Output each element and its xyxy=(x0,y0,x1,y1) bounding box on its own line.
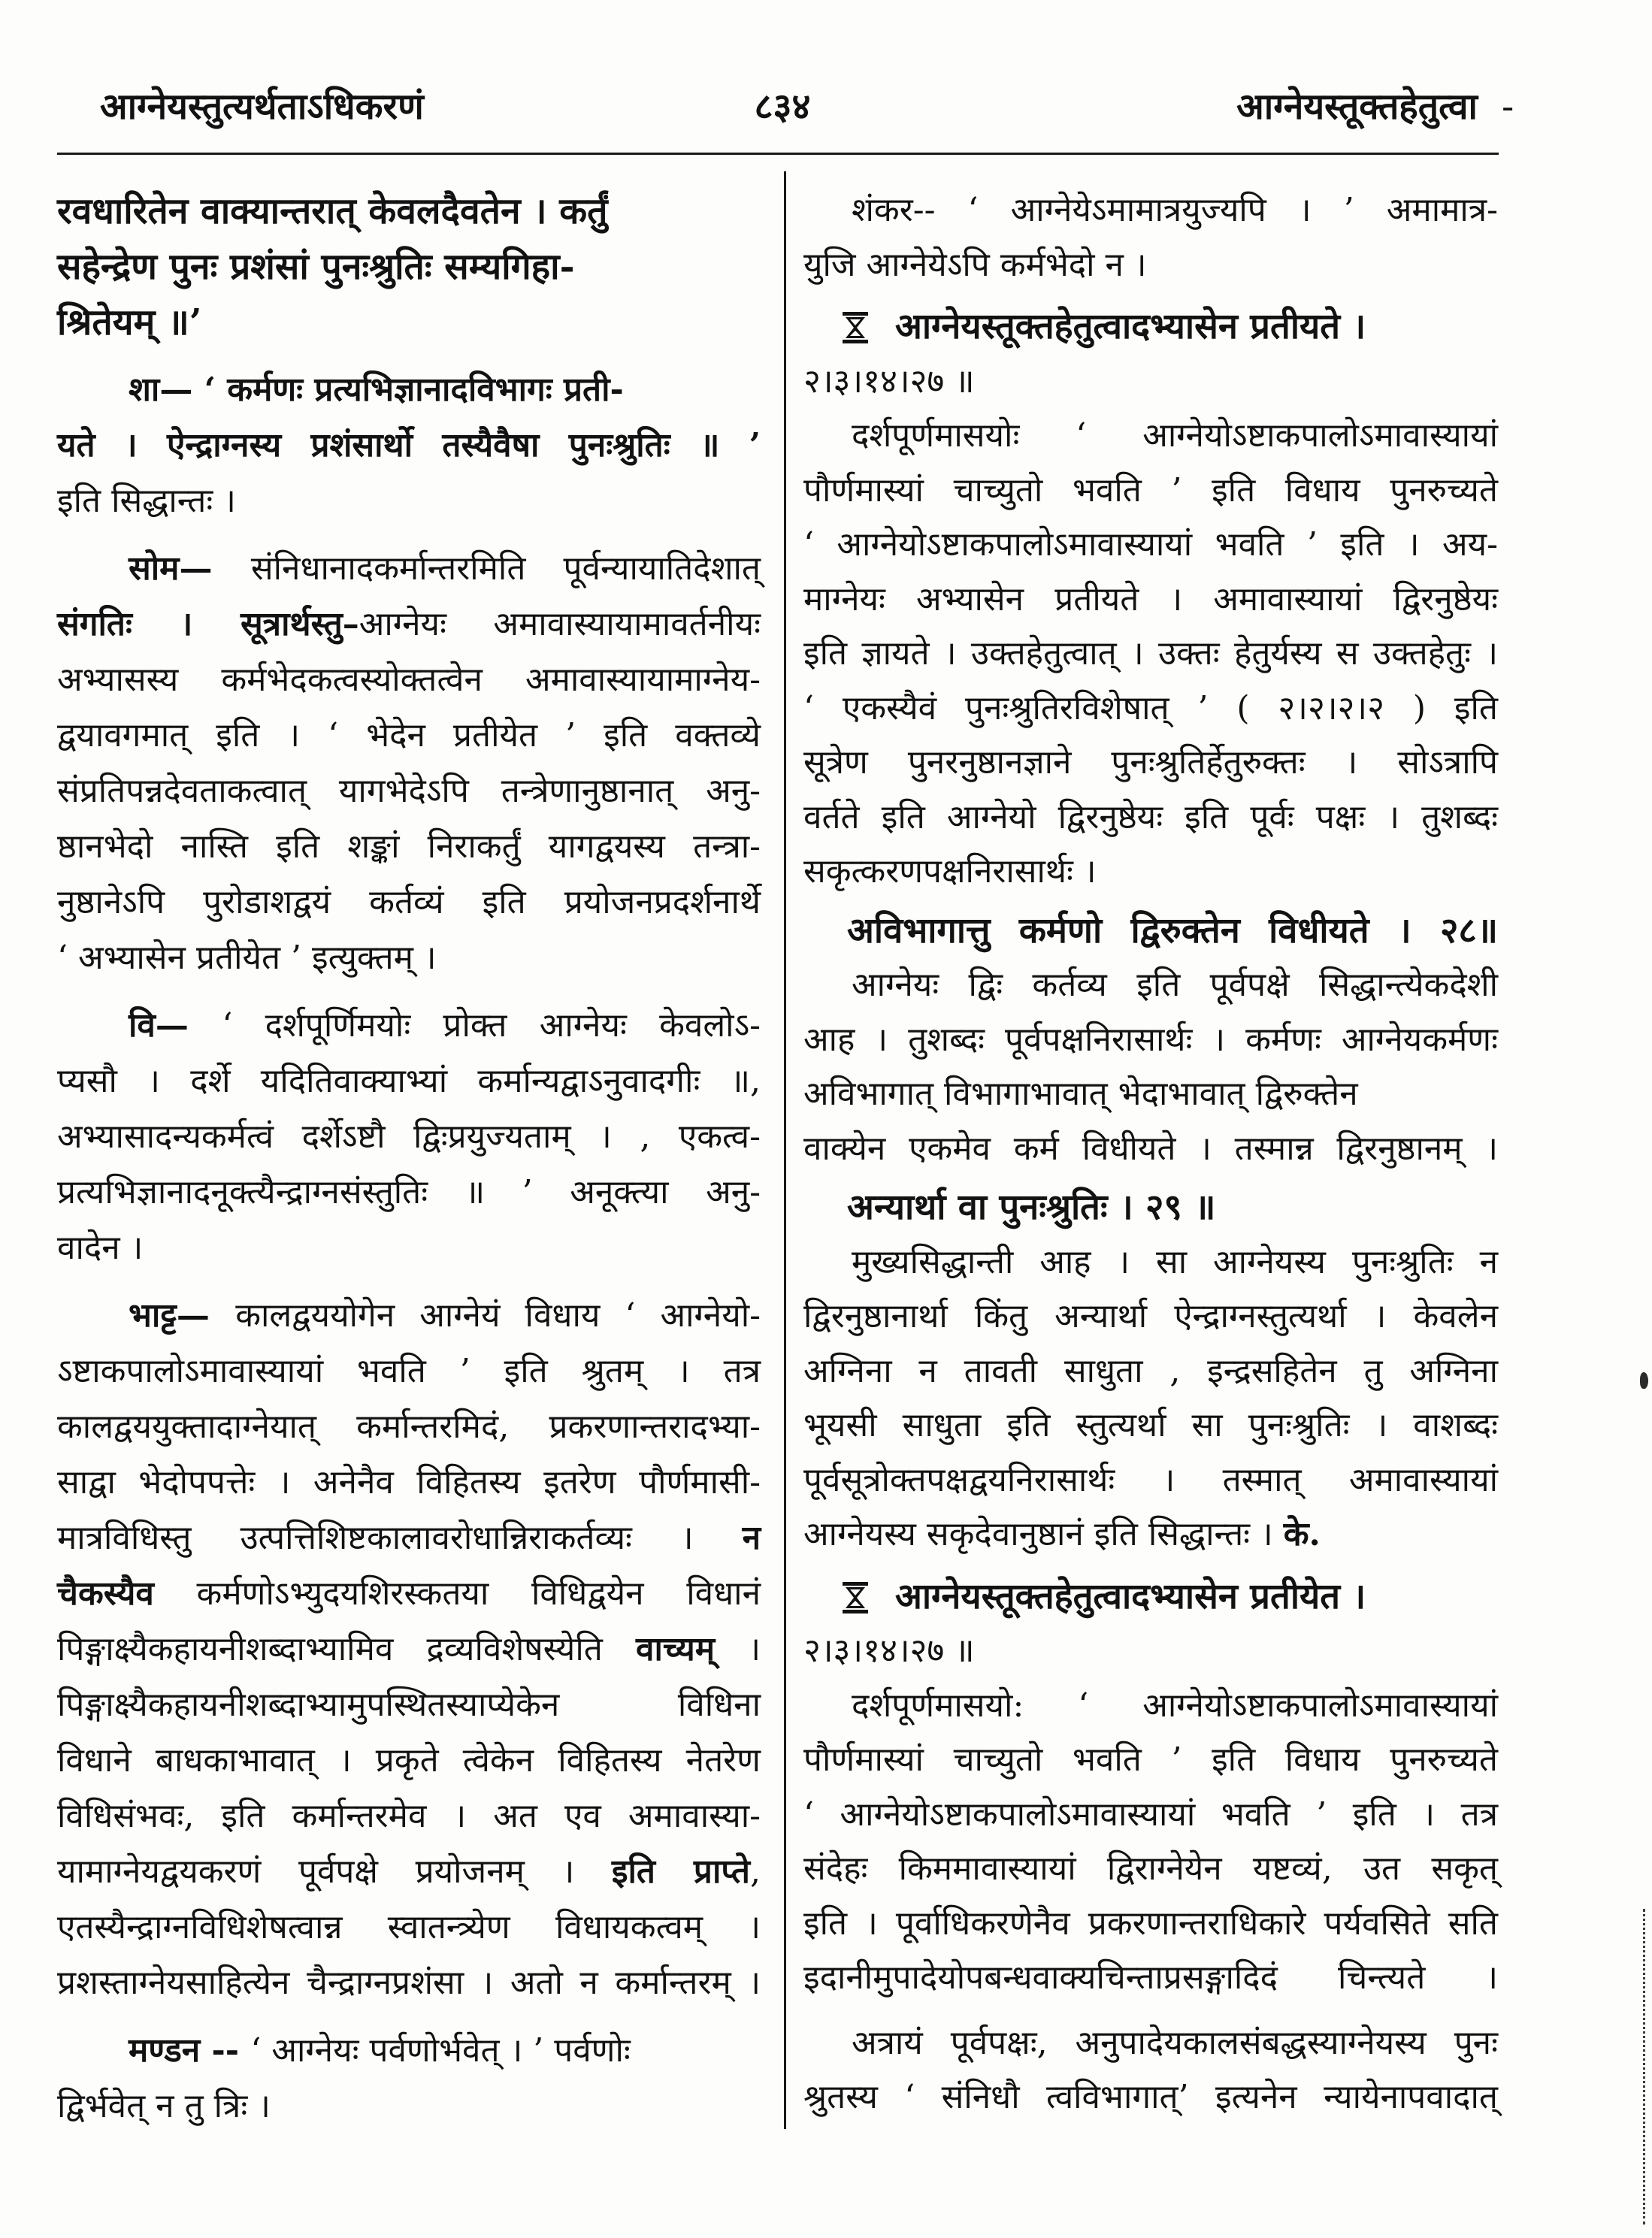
text-line xyxy=(803,736,1498,791)
line-text xyxy=(57,246,575,288)
text-line xyxy=(803,1733,1498,1788)
line-text xyxy=(57,1574,761,1613)
line-text xyxy=(803,1958,1498,1997)
text-run: इति सिद्धान्तः । xyxy=(57,482,236,520)
right-column xyxy=(803,183,1498,2125)
text-run: इति । पूर्वाधिकरणेनैव प्रकरणान्तराधिकारे पर्यवसिते सति xyxy=(803,1904,1498,1943)
text-run: इति ज्ञायते । उक्तहेतुत्वात् । उक्तः हेतुर्यस्य स उक्तहेतुः । xyxy=(803,634,1498,673)
line-text xyxy=(57,661,761,699)
paragraph xyxy=(57,1288,761,2011)
line-text xyxy=(895,1576,1366,1617)
verse-continuation xyxy=(57,183,761,350)
bold-text-run: आग्नेयस्तूक्तहेतुत्वादभ्यासेन प्रतीयते । xyxy=(895,306,1366,347)
text-run: मुख्यसिद्धान्ती आह । सा आग्नेयस्य पुनःश्रुतिः न xyxy=(852,1242,1498,1281)
line-text xyxy=(803,580,1498,618)
text-line xyxy=(57,1165,761,1220)
line-text xyxy=(852,1686,1498,1725)
text-run: वादेन । xyxy=(57,1229,144,1267)
text-line xyxy=(57,875,761,930)
text-run: आग्नेयः द्विः कर्तव्य इति पूर्वपक्षे सिद्धान्त्येकदेशी xyxy=(852,966,1498,1004)
line-text xyxy=(129,549,761,588)
line-text xyxy=(852,2024,1498,2062)
text-line xyxy=(803,1453,1498,1508)
text-run: माग्नेयः अभ्यासेन प्रतीयते । अमावास्यायां द्विरनुष्ठेयः xyxy=(803,579,1498,618)
line-text xyxy=(852,966,1498,1004)
line-text xyxy=(57,1463,761,1502)
paragraph xyxy=(57,362,761,529)
text-run: द्विरनुष्ठानार्था किंतु अन्यार्था ऐन्द्राग्नस्तुत्यर्था । केवलेन xyxy=(803,1297,1498,1335)
text-run: २।३।१४।२७ ॥ xyxy=(803,361,975,401)
bold-text-run: सहेन्द्रेण पुनः प्रशंसां पुनःश्रुतिः सम्यगिहा- xyxy=(57,246,575,288)
line-text xyxy=(847,1187,1215,1228)
bold-text-run: मण्डन -- xyxy=(129,2031,251,2070)
paragraph xyxy=(803,958,1498,1176)
text-run: शंकर-- ‘ आग्नेयेऽमामात्रयुज्यपि । ’ अमामात्र- xyxy=(852,191,1498,229)
line-text xyxy=(57,1229,143,1267)
line-text xyxy=(57,301,202,343)
text-line xyxy=(57,764,761,819)
line-text xyxy=(803,1021,1498,1059)
text-line xyxy=(57,1511,761,1566)
paragraph xyxy=(803,1679,1498,2006)
line-text xyxy=(803,1632,975,1670)
text-line xyxy=(803,238,1498,293)
line-text xyxy=(57,2087,271,2125)
text-line xyxy=(803,355,1498,410)
line-text xyxy=(847,910,1498,951)
text-line xyxy=(803,409,1498,464)
text-line xyxy=(57,2079,761,2134)
text-line xyxy=(57,708,761,764)
text-line xyxy=(803,627,1498,682)
line-text xyxy=(57,1352,761,1390)
text-line xyxy=(803,845,1498,900)
line-text xyxy=(803,525,1498,564)
line-text xyxy=(57,1852,761,1891)
text-line xyxy=(803,1788,1498,1843)
text-run: आग्नेयस्य सकृदेवानुष्ठानं इति सिद्धान्तः । xyxy=(803,1515,1284,1553)
line-text xyxy=(803,634,1498,673)
text-run: ष्ठानभेदो नास्ति इति शङ्कां निराकर्तुं यागद्वयस्य तन्त्रा- xyxy=(57,827,761,866)
text-line xyxy=(803,1235,1498,1290)
text-run: कर्मणोऽभ्युदयशिरस्कतया विधिद्वयेन विधानं xyxy=(153,1574,761,1613)
text-line xyxy=(803,1842,1498,1897)
line-text xyxy=(57,1173,761,1211)
line-text xyxy=(852,416,1498,455)
running-head-mark: - xyxy=(1502,86,1514,128)
text-line xyxy=(803,1122,1498,1177)
line-text xyxy=(57,605,761,643)
text-run: भूयसी साधुता इति स्तुत्यर्था सा पुनःश्रुतिः । वाशब्दः xyxy=(803,1406,1498,1444)
bold-text-run: शा— ‘ कर्मणः प्रत्यभिज्ञानादविभागः प्रती- xyxy=(129,370,624,409)
line-text xyxy=(803,1075,1358,1113)
line-text xyxy=(57,827,761,866)
line-text xyxy=(57,939,437,977)
left-column xyxy=(57,183,761,2134)
line-text xyxy=(57,1797,761,1835)
scan-edge-dots xyxy=(1643,1909,1645,2224)
text-line xyxy=(57,819,761,875)
text-run: पौर्णमास्यां चाच्युतो भवति ’ इति विधाय पुनरुच्यते xyxy=(803,470,1498,510)
text-run: विधाने बाधकाभावात् । प्रकृते त्वेकेन विहितस्य नेतरेण xyxy=(57,1741,761,1780)
header-rule xyxy=(57,153,1499,155)
text-run: ‘ अभ्यासेन प्रतीयेत ’ इत्युक्तम् । xyxy=(57,939,437,977)
text-run: यामाग्नेयद्वयकरणं पूर्वपक्षे प्रयोजनम् । xyxy=(57,1852,612,1891)
text-line xyxy=(803,1951,1498,2006)
text-run: मात्रविधिस्तु उत्पत्तिशिष्टकालावरोधान्निराकर्तव्यः । xyxy=(57,1519,743,1557)
section-mark-icon xyxy=(841,310,870,345)
text-run: दर्शपूर्णमासयो: ‘ आग्नेयोऽष्टाकपालोऽमावास्यायां xyxy=(852,1686,1498,1725)
paragraph xyxy=(803,183,1498,292)
line-text xyxy=(57,1630,761,1668)
text-line xyxy=(57,2023,761,2079)
text-run: युजि आग्नेयेऽपि कर्मभेदो न । xyxy=(803,245,1147,284)
text-run: साद्वा भेदोपपत्तेः । अनेनैव विहितस्य इतरेण पौर्णमासी- xyxy=(57,1463,761,1502)
text-line xyxy=(57,652,761,708)
text-run: , xyxy=(750,1852,761,1891)
sutra-heading xyxy=(803,904,1498,959)
text-line xyxy=(803,1344,1498,1399)
text-line xyxy=(57,541,761,597)
text-line xyxy=(57,1844,761,1900)
line-text xyxy=(57,1964,761,2002)
text-run: पूर्वसूत्रोक्तपक्षद्वयनिरासार्थः । तस्मात् अमावास्यायां xyxy=(803,1460,1498,1499)
text-line xyxy=(803,1897,1498,1952)
text-run: द्विर्भवेत् न तु त्रिः । xyxy=(57,2087,271,2125)
text-line xyxy=(803,682,1498,736)
line-text xyxy=(803,1904,1498,1943)
line-text xyxy=(57,1519,761,1557)
text-line xyxy=(803,2016,1498,2071)
text-run: ‘ एकस्यैवं पुनःश्रुतिरविशेषात् ’ ( २।२।२।२ ) इति xyxy=(803,688,1498,727)
text-line xyxy=(57,1344,761,1399)
text-run: पिङ्गाक्ष्यैकहायनीशब्दाभ्यामिव द्रव्यविशेषस्येति xyxy=(57,1630,636,1668)
text-run: इदानीमुपादेयोपबन्धवाक्यचिन्ताप्रसङ्गादिदं चिन्त्यते । xyxy=(803,1958,1498,1997)
bold-text-run: आग्नेयस्तूक्तहेतुत्वादभ्यासेन प्रतीयेत । xyxy=(895,1575,1366,1617)
running-head-left: आग्नेयस्तुत्यर्थताऽधिकरणं xyxy=(100,86,424,128)
text-line xyxy=(57,1900,761,1955)
paragraph xyxy=(57,998,761,1276)
text-run: विधिसंभवः, इति कर्मान्तरमेव । अत एव अमावास्या- xyxy=(57,1797,761,1835)
text-line xyxy=(57,597,761,652)
bold-text-run: अविभागात्तु कर्मणो द्विरुक्तेन विधीयते । २८॥ xyxy=(847,909,1498,951)
bold-text-run: न xyxy=(742,1519,761,1557)
text-run: नुष्ठानेऽपि पुरोडाशद्वयं कर्तव्यं इति प्रयोजनप्रदर्शनार्थे xyxy=(57,883,761,921)
text-run: कालद्वययोगेन आग्नेयं विधाय ‘ आग्नेयो- xyxy=(235,1296,761,1335)
text-line xyxy=(57,998,761,1054)
line-text xyxy=(129,1296,761,1335)
text-run: आह । तुशब्दः पूर्वपक्षनिरासार्थः । कर्मणः आग्नेयकर्मणः xyxy=(803,1020,1498,1059)
section-mark-icon xyxy=(841,1580,870,1615)
text-run: २।३।१४।२७ ॥ xyxy=(803,1632,975,1670)
text-line xyxy=(57,930,761,986)
line-text xyxy=(57,426,761,464)
line-text xyxy=(129,370,624,409)
sutra-heading xyxy=(803,1570,1498,1625)
line-text xyxy=(803,852,1097,891)
text-run: सूत्रेण पुनरनुष्ठानज्ञाने पुनःश्रुतिर्हेतुरुक्तः । सोऽत्रापि xyxy=(803,743,1498,782)
text-run: श्रुतस्य ‘ संनिधौ त्वविभागात्’ इत्यनेन न्यायेनापवादात् xyxy=(803,2078,1498,2116)
line-text xyxy=(803,798,1498,836)
text-line xyxy=(57,1955,761,2011)
text-line xyxy=(803,464,1498,519)
text-line xyxy=(803,1290,1498,1344)
text-line xyxy=(57,1288,761,1344)
text-line xyxy=(57,1399,761,1455)
text-line xyxy=(803,2070,1498,2125)
text-run: अग्निना न तावती साधुता , इन्द्रसहितेन तु अग्निना xyxy=(803,1351,1498,1390)
text-line xyxy=(57,362,761,418)
text-run: अभ्यासस्य कर्मभेदकत्वस्योक्तत्वेन अमावास्यायामाग्नेय- xyxy=(57,661,761,699)
text-line xyxy=(57,1109,761,1165)
sutra-reference xyxy=(803,1624,1498,1679)
line-text xyxy=(803,471,1498,510)
line-text xyxy=(57,1062,761,1100)
text-line xyxy=(57,295,761,350)
text-run: अत्रायं पूर्वपक्षः, अनुपादेयकालसंबद्धस्याग्नेयस्य पुनः xyxy=(852,2023,1498,2062)
line-text xyxy=(57,190,608,232)
text-line xyxy=(803,1624,1498,1679)
text-run: । xyxy=(715,1630,761,1668)
line-text xyxy=(57,883,761,921)
line-text xyxy=(803,246,1147,284)
line-text xyxy=(852,191,1498,229)
text-run: संप्रतिपन्नदेवताकत्वात् यागभेदेऽपि तन्त्रेणानुष्ठानात् अनु- xyxy=(57,772,761,810)
text-run: पौर्णमास्यां चाच्युतो भवति ’ इति विधाय पुनरुच्यते xyxy=(803,1740,1498,1779)
line-text xyxy=(57,716,761,755)
text-line xyxy=(57,1733,761,1789)
text-run: प्यसौ । दर्शे यदितिवाक्याभ्यां कर्मान्यद्वाऽनुवादगीः ॥, xyxy=(57,1062,761,1100)
bold-text-run: चैकस्यैव xyxy=(57,1574,154,1613)
text-run: कालद्वययुक्तादाग्नेयात् कर्मान्तरमिदं, प्रकरणान्तरादभ्या- xyxy=(57,1408,761,1446)
text-line xyxy=(803,1067,1498,1122)
text-line xyxy=(57,1677,761,1733)
text-line xyxy=(803,573,1498,628)
line-text xyxy=(803,1461,1498,1499)
text-line xyxy=(57,183,761,239)
bold-text-run: यते । ऐन्द्राग्नस्य प्रशंसार्थो तस्यैवैषा पुनःश्रुतिः ॥ ’ xyxy=(57,426,761,464)
text-run: दर्शपूर्णमासयोः ‘ आग्नेयोऽष्टाकपालोऽमावास्यायां xyxy=(852,416,1498,455)
text-line xyxy=(57,1566,761,1622)
bold-text-run: के. xyxy=(1283,1515,1321,1553)
sutra-heading xyxy=(803,300,1498,355)
text-run: वर्तते इति आग्नेयो द्विरनुष्ठेयः इति पूर्वः पक्षः । तुशब्दः xyxy=(803,797,1498,836)
running-head-right: आग्नेयस्तूक्तहेतुत्वा xyxy=(1236,86,1478,128)
text-line xyxy=(803,1399,1498,1453)
paragraph xyxy=(57,2023,761,2134)
bold-text-run: रवधारितेन वाक्यान्तरात् केवलदैवतेन । कर्तुं xyxy=(57,190,608,232)
bold-text-run: वाच्यम् xyxy=(636,1630,716,1668)
line-text xyxy=(803,743,1498,782)
line-text xyxy=(803,1849,1498,1888)
text-line xyxy=(803,1508,1498,1562)
text-line xyxy=(803,904,1498,959)
text-line xyxy=(803,791,1498,845)
line-text xyxy=(57,1117,761,1156)
text-run: ‘ आग्नेयः पर्वणोर्भवेत् । ’ पर्वणोः xyxy=(250,2031,631,2070)
text-line xyxy=(57,473,761,529)
text-line xyxy=(57,418,761,473)
text-line xyxy=(57,1789,761,1844)
text-run: द्वयावगमात् इति । ‘ भेदेन प्रतीयेत ’ इति वक्तव्ये xyxy=(57,716,761,755)
text-line xyxy=(57,239,761,295)
text-run: एतस्यैन्द्राग्नविधिशेषत्वान्न स्वातन्त्र्येण विधायकत्वम् । xyxy=(57,1908,761,1946)
text-run: प्रत्यभिज्ञानादनूक्त्यैन्द्राग्नसंस्तुतिः ॥ ’ अनूक्त्या अनु- xyxy=(57,1173,761,1211)
text-line xyxy=(803,300,1498,355)
line-text xyxy=(803,1740,1498,1779)
text-line xyxy=(803,1013,1498,1068)
line-text xyxy=(57,772,761,810)
text-run: ‘ आग्नेयोऽष्टाकपालोऽमावास्यायां भवति ’ इति । अय- xyxy=(803,525,1498,564)
paragraph xyxy=(803,2016,1498,2125)
scan-speck xyxy=(1640,1372,1648,1389)
text-run: पिङ्गाक्ष्यैकहायनीशब्दाभ्यामुपस्थितस्याप्येकेन विधिना xyxy=(57,1686,761,1724)
bold-text-run: अन्यार्था वा पुनःश्रुतिः । २९ ॥ xyxy=(847,1187,1216,1228)
line-text xyxy=(57,1686,761,1724)
text-run: संनिधानादकर्मान्तरमिति पूर्वन्यायातिदेशात् xyxy=(250,549,761,588)
line-text xyxy=(57,482,236,520)
line-text xyxy=(895,306,1366,347)
text-run: अविभागात् विभागाभावात् भेदाभावात् द्विरुक्तेन xyxy=(803,1075,1358,1113)
line-text xyxy=(803,1130,1498,1168)
line-text xyxy=(57,1908,761,1946)
line-text xyxy=(803,1297,1498,1335)
text-line xyxy=(803,183,1498,238)
line-text xyxy=(803,362,975,401)
text-line xyxy=(57,1455,761,1511)
sutra-heading xyxy=(803,1181,1498,1235)
paragraph xyxy=(57,541,761,986)
line-text xyxy=(803,1406,1498,1444)
line-text xyxy=(57,1741,761,1780)
sutra-reference xyxy=(803,355,1498,410)
bold-text-run: वि— xyxy=(129,1006,222,1045)
text-line xyxy=(803,1679,1498,1734)
line-text xyxy=(852,1243,1498,1281)
bold-text-run: संगतिः । सूत्रार्थस्तु– xyxy=(57,605,359,643)
text-run: आग्नेयः अमावास्यायामावर्तनीयः xyxy=(359,605,761,643)
text-line xyxy=(803,518,1498,573)
text-run: ‘ दर्शपूर्णिमयोः प्रोक्त आग्नेयः केवलोऽ- xyxy=(222,1006,761,1045)
text-run: अभ्यासादन्यकर्मत्वं दर्शेऽष्टौ द्विःप्रयुज्यताम् । , एकत्व- xyxy=(57,1117,761,1156)
text-line xyxy=(803,1181,1498,1235)
paragraph xyxy=(803,1235,1498,1562)
paragraph xyxy=(803,409,1498,900)
bold-text-run: सोम— xyxy=(129,549,251,588)
text-run: प्रशस्ताग्नेयसाहित्येन चैन्द्राग्नप्रशंसा । अतो न कर्मान्तरम् । xyxy=(57,1964,761,2002)
line-text xyxy=(57,1408,761,1446)
text-line xyxy=(803,1570,1498,1625)
text-run: ऽष्टाकपालोऽमावास्यायां भवति ’ इति श्रुतम् । तत्र xyxy=(57,1352,761,1390)
text-line xyxy=(57,1054,761,1109)
line-text xyxy=(803,2078,1498,2116)
text-run: ‘ आग्नेयोऽष्टाकपालोऽमावास्यायां भवति ’ इति । तत्र xyxy=(803,1795,1498,1834)
text-line xyxy=(803,958,1498,1013)
line-text xyxy=(803,1795,1498,1834)
line-text xyxy=(129,2031,631,2070)
text-run: वाक्येन एकमेव कर्म विधीयते । तस्मान्न द्विरनुष्ठानम् । xyxy=(803,1129,1498,1168)
bold-text-run: इति प्राप्ते xyxy=(611,1852,750,1891)
line-text xyxy=(129,1006,761,1045)
text-run: सकृत्करणपक्षनिरासार्थः । xyxy=(803,852,1097,891)
line-text xyxy=(803,1515,1321,1553)
bold-text-run: भाट्ट— xyxy=(129,1296,236,1335)
text-run: संदेहः किममावास्यायां द्विराग्नेयेन यष्टव्यं, उत सकृत् xyxy=(803,1849,1498,1888)
page-number: ८३४ xyxy=(754,86,811,128)
column-divider xyxy=(784,171,786,2129)
line-text xyxy=(803,1352,1498,1390)
line-text xyxy=(803,689,1498,727)
bold-text-run: श्रितेयम् ॥’ xyxy=(57,301,202,343)
text-line xyxy=(57,1220,761,1276)
text-line xyxy=(57,1622,761,1677)
